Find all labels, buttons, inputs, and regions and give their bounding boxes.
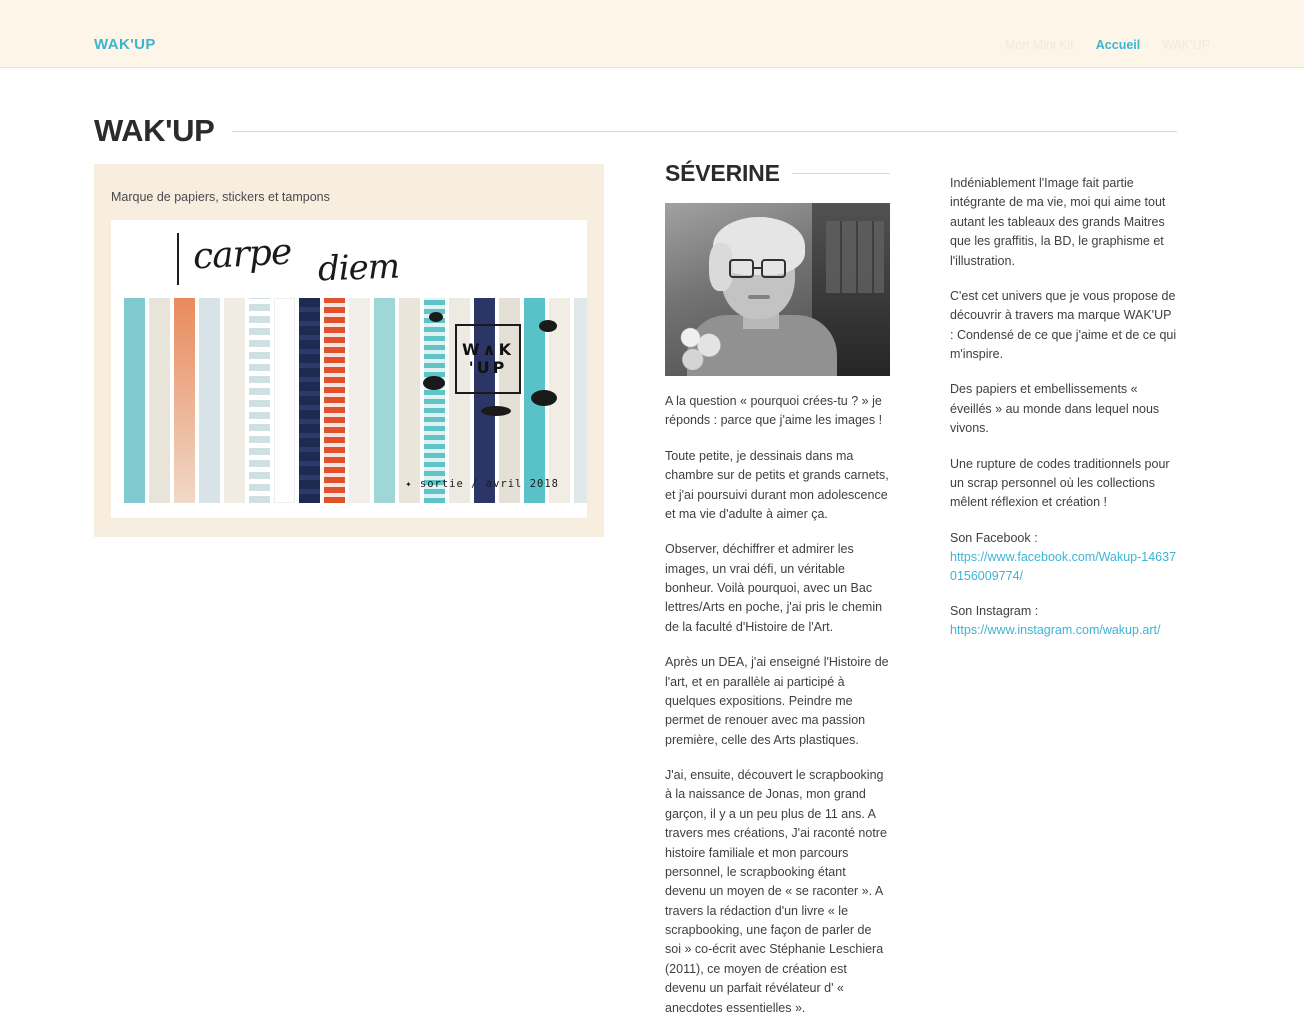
profile-heading-row (665, 160, 890, 187)
promo-artwork-image (111, 220, 587, 518)
portrait-window (826, 221, 884, 293)
ink-splat (423, 376, 445, 390)
paper-strip (374, 298, 395, 503)
logo-frame (455, 324, 521, 394)
page-title: WAK'UP (94, 113, 215, 148)
portrait-glasses-right (761, 259, 786, 278)
about-paragraph: Indéniablement l'Image fait partie intégrante de ma vie, moi qui aime tout autant les tableaux des grands Maitres que les graffitis, la BD, le graphisme et l'illustration. (950, 176, 1166, 268)
portrait-glasses-bridge (754, 267, 761, 269)
paper-strip (124, 298, 145, 503)
paper-strip (324, 298, 345, 503)
profile-heading: SÉVERINE (665, 160, 780, 186)
main-navigation (1005, 38, 1210, 52)
instagram-link[interactable]: https://www.instagram.com/wakup.art/ (950, 622, 1161, 637)
portrait-photo (665, 203, 890, 376)
profile-paragraph: Observer, déchiffrer et admirer les images, un vrai défi, un véritable bonheur. Voilà pourquoi, avec un Bac lettres/Arts en poche, j'ai pris le chemin de la faculté d'Histoire de l'Art. (665, 542, 883, 634)
paper-strip (274, 298, 295, 503)
paper-strip (149, 298, 170, 503)
ink-splat (539, 320, 557, 332)
paper-strip (574, 298, 587, 503)
logo-line-1: W∧K (461, 339, 515, 359)
title-divider (232, 131, 1177, 132)
ink-splat (481, 406, 511, 416)
profile-column (665, 160, 890, 1018)
profile-heading-divider (792, 173, 890, 174)
site-header (0, 0, 1304, 68)
ink-splat (531, 390, 557, 406)
about-column (950, 174, 1178, 640)
site-brand-link[interactable]: WAK'UP (94, 36, 156, 53)
lettering-rule (177, 233, 179, 285)
profile-paragraph: A la question « pourquoi crées-tu ? » je réponds : parce que j'aime les images ! (665, 394, 883, 428)
release-date-text: ✦ sortie / avril 2018 (405, 478, 559, 490)
lettering-word-carpe: carpe (191, 231, 293, 278)
profile-paragraph: J'ai, ensuite, découvert le scrapbooking à la naissance de Jonas, mon grand garçon, il y a un peu plus de 11 ans. A travers mes créations, J'ai raconté notre histoire familiale et mon parcours personnel, le scrapbooking étant devenu un moyen de « se raconter ». A travers la rédaction d'un livre « le scrapbooking, une façon de parler de soi » co-écrit avec Stéphanie Leschiera (2011), ce moyen de création est devenu un parfait révélateur d' « anecdotes essentielles ». (665, 768, 887, 1015)
paper-strip (299, 298, 320, 503)
facebook-label: Son Facebook : (950, 530, 1038, 545)
carpe-diem-lettering (133, 230, 563, 292)
paper-strip (349, 298, 370, 503)
paper-strip (224, 298, 245, 503)
nav-item-accueil[interactable]: Accueil (1095, 38, 1141, 52)
wakup-logo-stamp (419, 306, 569, 426)
paper-strip (249, 298, 270, 503)
portrait-flowers (673, 321, 731, 376)
page-title-row (94, 113, 1177, 149)
promo-card (94, 164, 604, 537)
paper-strip (174, 298, 195, 503)
portrait-glasses-left (729, 259, 754, 278)
instagram-label: Son Instagram : (950, 603, 1039, 618)
about-paragraph: Des papiers et embellissements « éveillés » au monde dans lequel nous vivons. (950, 382, 1160, 436)
portrait-mouth (748, 295, 770, 299)
ink-splat (429, 312, 443, 322)
logo-line-2: 'UP (468, 358, 508, 377)
about-paragraph: Une rupture de codes traditionnels pour un scrap personnel où les collections mêlent réflexion et création ! (950, 456, 1170, 510)
profile-paragraph: Après un DEA, j'ai enseigné l'Histoire de l'art, et en parallèle ai participé à quelques expositions. Peindre me permet de renouer avec ma passion première, celle des Arts plastiques. (665, 655, 889, 747)
profile-paragraph: Toute petite, je dessinais dans ma chambre sur de petits et grands carnets, et j'ai poursuivi durant mon adolescence et ma vie d'adulte à aimer ça. (665, 448, 889, 521)
nav-item-wakup[interactable]: WAK'UP (1162, 38, 1210, 52)
paper-strip (399, 298, 420, 503)
lettering-word-diem: diem (317, 246, 400, 290)
nav-item-mon-mini-kit[interactable]: Mon Mini Kit (1004, 38, 1074, 52)
facebook-link[interactable]: https://www.facebook.com/Wakup-146370156009774/ (950, 550, 1177, 583)
about-paragraph: C'est cet univers que je vous propose de découvrir à travers ma marque WAK'UP : Condensé de ce que j'aime et de ce qui m'inspire. (950, 288, 1177, 361)
promo-caption: Marque de papiers, stickers et tampons (111, 190, 330, 204)
paper-strip (199, 298, 220, 503)
